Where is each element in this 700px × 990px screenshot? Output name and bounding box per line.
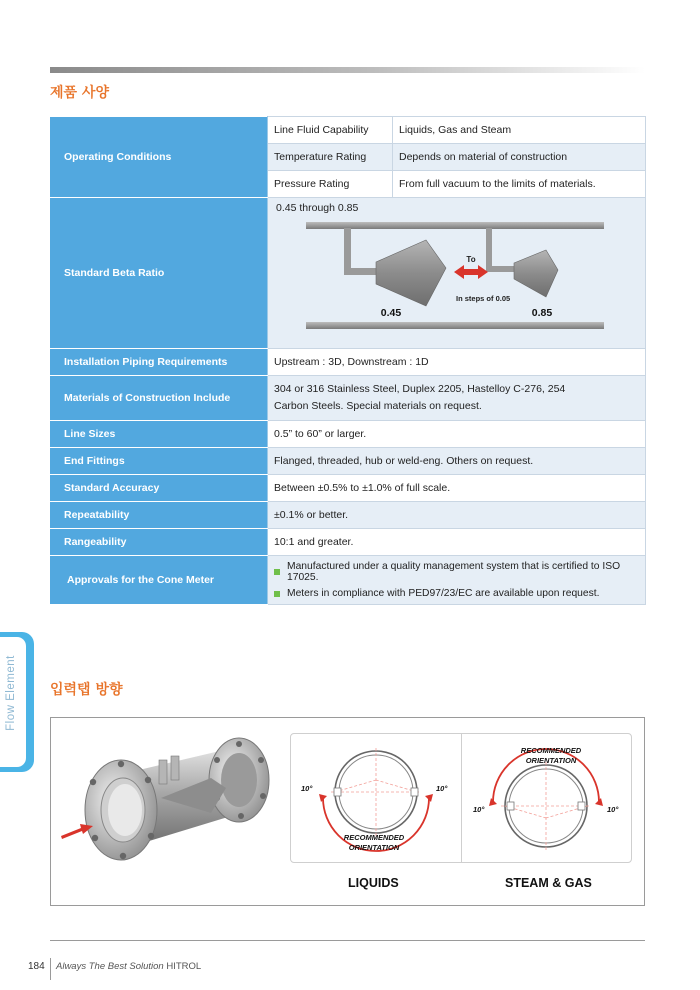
section-title-spec: 제품 사양 — [50, 85, 109, 101]
orientation-panels — [290, 733, 632, 863]
footer-text — [56, 961, 201, 972]
footer-slogan: Always The Best Solution — [56, 961, 164, 972]
spec-label-rangeability: Rangeability — [51, 529, 268, 556]
spec-value-temperature: Depends on material of construction — [393, 144, 646, 171]
pipe-top-wall — [306, 222, 604, 229]
spec-value-pressure: From full vacuum to the limits of materials. — [393, 171, 646, 198]
cone-support-large — [344, 228, 351, 274]
beta-ratio-diagram — [268, 198, 644, 348]
spec-value-beta-ratio — [268, 198, 646, 349]
bullet-square-icon — [274, 591, 280, 597]
spec-label-approvals: Approvals for the Cone Meter — [51, 556, 268, 605]
steam-angle-left: 10° — [473, 805, 485, 814]
steam-recommended-2: ORIENTATION — [525, 756, 577, 765]
header-rule — [50, 67, 645, 73]
spec-value-materials — [268, 376, 646, 421]
spec-label-materials: Materials of Construction Include — [51, 376, 268, 421]
footer-rule — [50, 940, 645, 941]
steam-gas-orientation-diagram — [461, 734, 631, 862]
liquids-orientation-diagram — [291, 734, 461, 862]
page-number: 184 — [28, 961, 45, 972]
approval-item: Meters in compliance with PED97/23/EC are available upon request. — [274, 588, 639, 599]
pipe-bottom-wall — [306, 322, 604, 329]
beta-low-label: 0.45 — [380, 307, 402, 319]
spec-value-repeatability: ±0.1% or better. — [268, 502, 646, 529]
spec-label-repeatability: Repeatability — [51, 502, 268, 529]
cone-meter-illustration — [51, 718, 291, 905]
steam-angle-right: 10° — [607, 805, 619, 814]
spec-table — [50, 116, 646, 605]
spec-label-operating-conditions: Operating Conditions — [51, 117, 268, 198]
steam-recommended-1: RECOMMENDED — [520, 746, 582, 755]
spec-value-accuracy: Between ±0.5% to ±1.0% of full scale. — [268, 475, 646, 502]
spec-value-end-fittings: Flanged, threaded, hub or weld-eng. Others on request. — [268, 448, 646, 475]
cone-large — [376, 240, 446, 306]
spec-label-beta-ratio: Standard Beta Ratio — [51, 198, 268, 349]
spec-label-line-sizes: Line Sizes — [51, 421, 268, 448]
spec-sub-temperature: Temperature Rating — [268, 144, 393, 171]
beta-range-text: 0.45 through 0.85 — [276, 202, 359, 214]
section-title-orientation: 입력탭 방향 — [50, 682, 123, 698]
materials-line-2: Carbon Steels. Special materials on request. — [274, 400, 482, 412]
spec-value-line-fluid: Liquids, Gas and Steam — [393, 117, 646, 144]
liquids-angle-left: 10° — [301, 784, 313, 793]
caption-liquids: LIQUIDS — [348, 876, 399, 890]
footer-divider — [50, 958, 51, 980]
liquids-recommended-1: RECOMMENDED — [343, 833, 405, 842]
caption-steam-gas: STEAM & GAS — [505, 876, 592, 890]
liquids-recommended-2: ORIENTATION — [348, 843, 400, 852]
spec-value-installation: Upstream : 3D, Downstream : 1D — [268, 349, 646, 376]
spec-value-line-sizes: 0.5” to 60” or larger. — [268, 421, 646, 448]
side-tab-label: Flow Element — [5, 655, 17, 731]
side-tab — [0, 632, 34, 772]
spec-value-rangeability: 10:1 and greater. — [268, 529, 646, 556]
to-label: To — [466, 255, 476, 264]
approval-item: Manufactured under a quality management system that is certified to ISO 17025. — [274, 561, 639, 583]
cone-small — [514, 250, 558, 297]
footer-brand: HITROL — [166, 961, 202, 972]
double-arrow-icon — [454, 265, 488, 279]
steps-label: In steps of 0.05 — [456, 294, 511, 303]
spec-sub-pressure: Pressure Rating — [268, 171, 393, 198]
spec-sub-line-fluid: Line Fluid Capability — [268, 117, 393, 144]
bullet-square-icon — [274, 569, 280, 575]
spec-label-end-fittings: End Fittings — [51, 448, 268, 475]
cone-support-small — [486, 228, 492, 272]
liquids-angle-right: 10° — [436, 784, 448, 793]
spec-label-installation: Installation Piping Requirements — [51, 349, 268, 376]
spec-value-approvals — [268, 556, 646, 605]
materials-line-1: 304 or 316 Stainless Steel, Duplex 2205, Hastelloy C-276, 254 — [274, 383, 566, 395]
spec-label-accuracy: Standard Accuracy — [51, 475, 268, 502]
beta-high-label: 0.85 — [531, 307, 553, 319]
